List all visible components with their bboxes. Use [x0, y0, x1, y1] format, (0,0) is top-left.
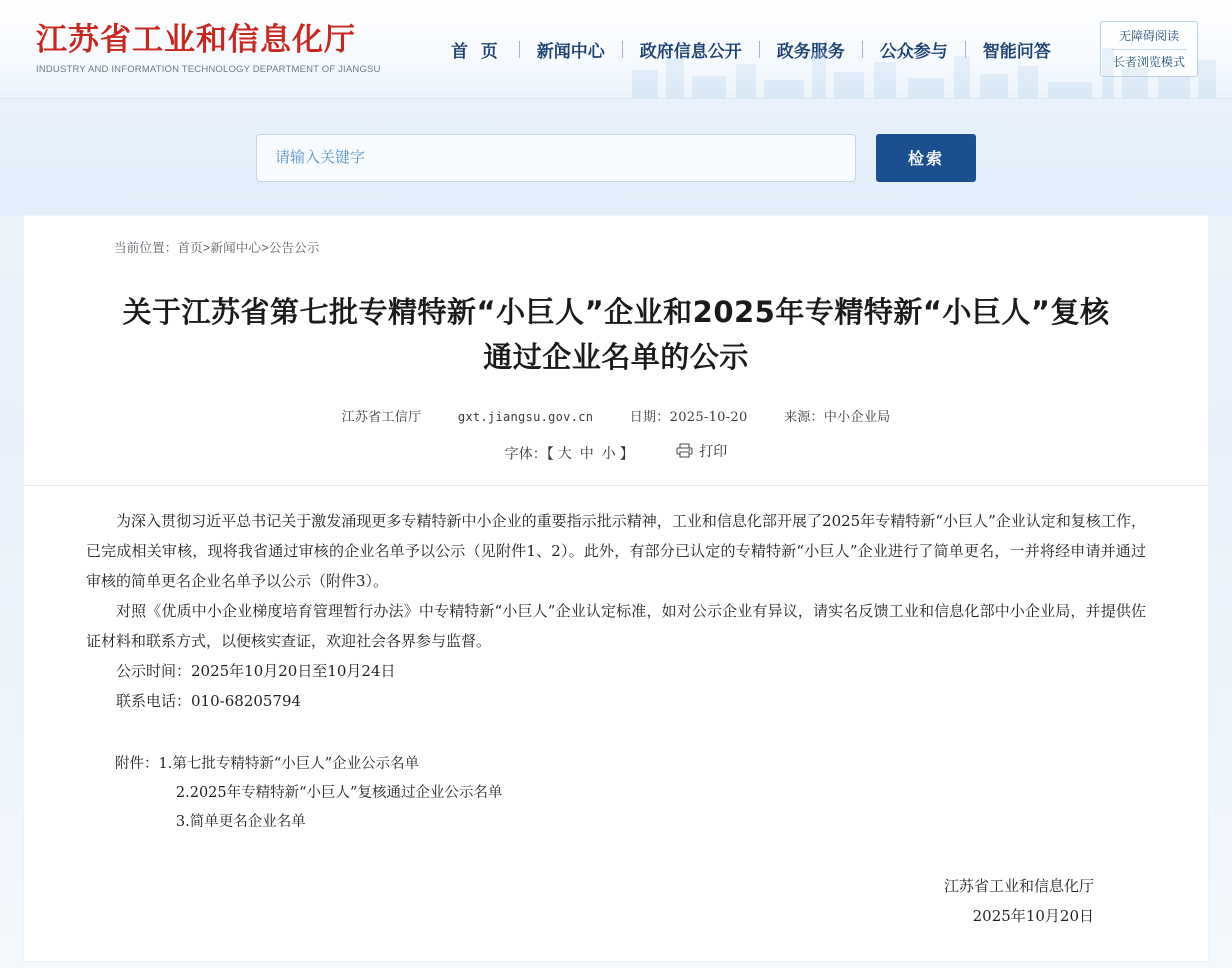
- attachment-list: [80, 716, 1152, 837]
- nav-item-news[interactable]: 新闻中心: [536, 41, 605, 61]
- page-title: 关于江苏省第七批专精特新“小巨人”企业和2025年专精特新“小巨人”复核通过企业名单的公示: [122, 295, 1110, 374]
- logo-title-cn: 江苏省工业和信息化厅: [36, 22, 356, 59]
- attachment-item-1[interactable]: 1.第七批专精特新“小巨人”企业公示名单: [158, 756, 420, 773]
- meta-source: 来源：中小企业局: [784, 409, 891, 425]
- bracket-close: 】: [619, 446, 634, 463]
- publicity-period: 公示时间：2025年10月20日至10月24日: [116, 662, 396, 681]
- article-paragraph: 为深入贯彻习近平总书记关于激发涌现更多专精特新中小企业的重要指示批示精神，工业和信息化部开展了2025年专精特新“小巨人”企业认定和复核工作，已完成相关审核，现将我省通过审核的企业名单予以公示（见附件1、2）。此外，有部分已认定的专精特新“小巨人”企业进行了简单更名，一并将经申请并通过审核的简单更名企业名单予以公示（附件3）。: [86, 512, 1146, 591]
- signature-org: 江苏省工业和信息化厅: [943, 877, 1094, 896]
- attachment-item[interactable]: [86, 750, 1146, 779]
- fontsize-controls: [80, 441, 1152, 464]
- nav-item-gov-service[interactable]: 政务服务: [776, 41, 845, 61]
- search-bar: [0, 98, 1232, 216]
- attachment-item-3[interactable]: 3.简单更名企业名单: [175, 814, 306, 831]
- accessibility-panel: [1100, 21, 1198, 78]
- fontsize-medium-button[interactable]: 中: [579, 446, 594, 463]
- search-button[interactable]: 检索: [876, 134, 976, 182]
- attachment-label: 附件：: [115, 756, 159, 773]
- meta-date: 日期：2025-10-20: [629, 409, 748, 425]
- meta-department: 江苏省工信厅: [341, 409, 422, 425]
- search-input[interactable]: [256, 134, 856, 182]
- site-header: [0, 0, 1232, 98]
- logo-title-en: INDUSTRY AND INFORMATION TECHNOLOGY DEPARTMENT OF JIANGSU: [36, 63, 381, 75]
- print-button[interactable]: [676, 441, 727, 461]
- article-body: [80, 486, 1152, 716]
- signature-date: 2025年10月20日: [972, 907, 1094, 926]
- breadcrumb[interactable]: 当前位置：首页>新闻中心>公告公示: [114, 241, 320, 255]
- fontsize-small-button[interactable]: 小: [601, 446, 616, 463]
- contact-phone: 联系电话：010-68205794: [116, 692, 302, 711]
- accessibility-reading-button[interactable]: 无障碍阅读: [1118, 28, 1179, 43]
- printer-icon: [676, 443, 693, 458]
- nav-item-gov-info[interactable]: 政府信息公开: [639, 41, 742, 61]
- fontsize-label: 字体：: [504, 446, 547, 463]
- nav-item-home[interactable]: 首 页: [451, 41, 502, 61]
- attachment-item-2[interactable]: 2.2025年专精特新“小巨人”复核通过企业公示名单: [175, 785, 503, 802]
- main-nav: [434, 37, 1100, 62]
- fontsize-large-button[interactable]: 大: [557, 446, 572, 463]
- signature: [80, 837, 1152, 931]
- print-label: 打印: [699, 443, 728, 460]
- article-paragraph: 对照《优质中小企业梯度培育管理暂行办法》中专精特新“小巨人”企业认定标准，如对公示企业有异议，请实名反馈工业和信息化部中小企业局，并提供佐证材料和联系方式，以便核实查证，欢迎社会各界参与监督。: [86, 602, 1146, 651]
- article-meta: [80, 406, 1152, 425]
- meta-url: gxt.jiangsu.gov.cn: [457, 409, 594, 424]
- site-logo[interactable]: [28, 23, 400, 75]
- bracket-open: 【: [546, 446, 554, 463]
- nav-item-smart-qa[interactable]: 智能问答: [982, 41, 1051, 61]
- elder-browse-mode-button[interactable]: 长者浏览模式: [1112, 55, 1185, 69]
- article-card: [24, 216, 1208, 961]
- nav-item-public-participation[interactable]: 公众参与: [879, 41, 948, 61]
- accessibility-divider: [1111, 49, 1187, 50]
